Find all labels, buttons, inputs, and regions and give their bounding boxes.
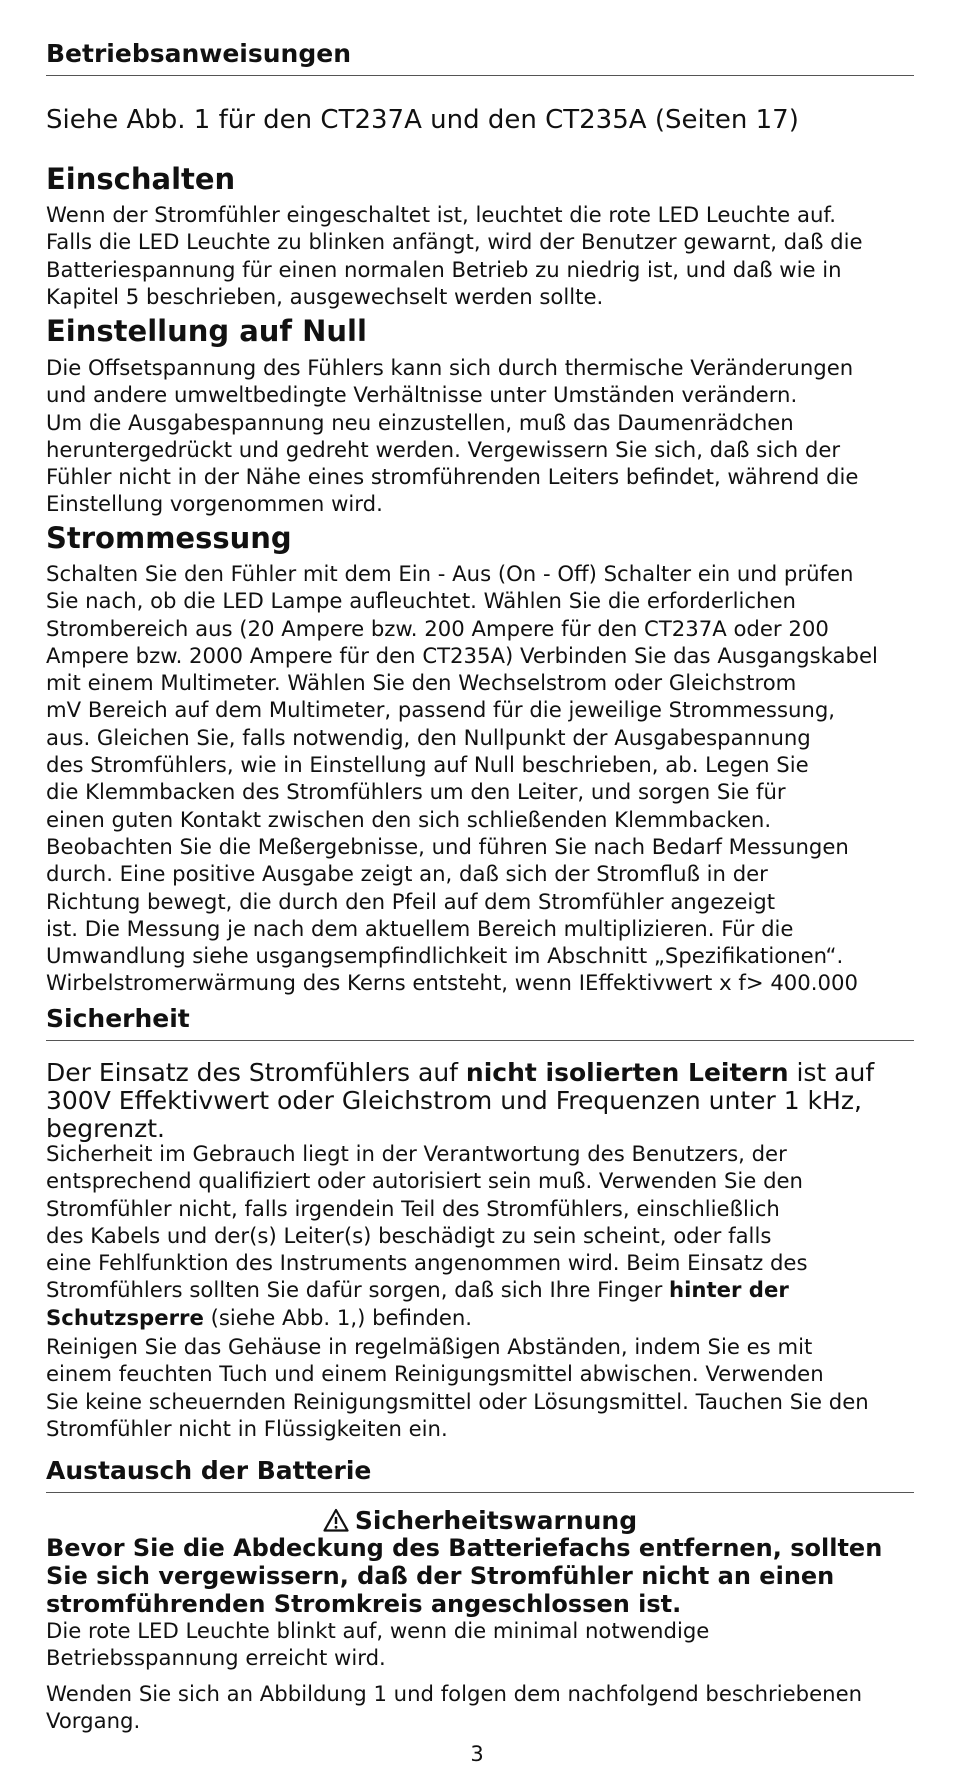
intro-line: Siehe Abb. 1 für den CT237A und den CT235A (Seiten 17) [46,105,799,135]
paragraph-text-end: (siehe Abb. 1,) befinden. [203,1304,473,1330]
section-title-sicherheit: Sicherheit [46,1004,914,1041]
paragraph-einstellung-auf-null: Die Offsetspannung des Fühlers kann sich durch thermische Veränderungen und andere umweltbedingte Verhältnisse unter Umständen verändern. Um die Ausgabespannung neu einzustellen, muß das Daumenrädchen heruntergedrückt und gedreht werden. Vergewissern Sie sich, daß sich der Fühler nicht in der Nähe eines stromführenden Leiters befindet, während die Einstellung vorgenommen wird. [46,355,859,517]
paragraph-strommessung: Schalten Sie den Fühler mit dem Ein - Aus (On - Off) Schalter ein und prüfen Sie nach, ob die LED Lampe aufleuchtet. Wählen Sie die erforderlichen Strombereich aus (20 Ampere bzw. 200 Ampere für den CT237A oder 200 Ampere bzw. 2000 Ampere für den CT235A) Verbinden Sie das Ausgangskabel mit einem Multimeter. Wählen Sie den Wechselstrom oder Gleichstrom mV Bereich auf dem Multimeter, passend für die jeweilige Strommessung, aus. Gleichen Sie, falls notwendig, den Nullpunkt der Ausgabespannung des Stromfühlers, wie in Einstellung auf Null beschrieben, ab. Legen Sie die Klemmbacken des Stromfühlers um den Leiter, und sorgen Sie für einen guten Kontakt zwischen den sich schließenden Klemmbacken. Beobachten Sie die Meßergebnisse, und führen Sie nach Bedarf Messungen durch. Eine positive Ausgabe zeigt an, daß sich der Stromfluß in der Richtung bewegt, die durch den Pfeil auf dem Stromfühler angezeigt ist. Die Messung je nach dem aktuellem Bereich multiplizieren. Für die Umwandlung siehe usgangsempfindlichkeit im Abschnitt „Spezifikationen“. Wirbelstromerwärmung des Kerns entsteht, wenn IEffektivwert x f> 400.000 [46,561,878,996]
lead-text-end: ist auf 300V Effektivwert oder Gleichstrom und Frequenzen unter 1 kHz, begrenzt. [46,1058,875,1143]
paragraph-einschalten: Wenn der Stromfühler eingeschaltet ist, leuchtet die rote LED Leuchte auf. Falls die LED Leuchte zu blinken anfängt, wird der Benutzer gewarnt, daß die Batteriespannung für einen normalen Betrieb zu niedrig ist, und daß wie in Kapitel 5 beschrieben, ausgewechselt werden sollte. [46,202,863,309]
section-title-austausch-der-batterie: Austausch der Batterie [46,1456,914,1493]
lead-text-start: Der Einsatz des Stromfühlers auf [46,1058,466,1087]
warning-icon [323,1508,349,1532]
section-title-betriebsanweisungen: Betriebsanweisungen [46,39,914,76]
heading-einschalten: Einschalten [46,162,236,196]
heading-strommessung: Strommessung [46,521,292,555]
lead-emphasis: nicht isolierten Leitern [465,1058,789,1087]
paragraph-sicherheit-1 [46,1140,914,1331]
paragraph-sicherheit-2: Reinigen Sie das Gehäuse in regelmäßigen Abständen, indem Sie es mit einem feuchten Tuch und einem Reinigungsmittel abwischen. Verwenden Sie keine scheuernden Reinigungsmittel oder Lösungsmittel. Tauchen Sie den Stromfühler nicht in Flüssigkeiten ein. [46,1334,869,1441]
paragraph-emphasis: hinter der Schutzsperre [46,1277,789,1330]
page-number: 3 [470,1742,484,1766]
paragraph-text-start: Sicherheit im Gebrauch liegt in der Verantwortung des Benutzers, der entsprechend qualifiziert oder autorisiert sein muß. Verwenden Sie den Stromfühler nicht, falls irgendein Teil des Stromfühlers, einschließlich des Kabels und der(s) Leiter(s) beschädigt zu sein scheint, oder falls eine Fehlfunktion des Instruments angenommen wird. Beim Einsatz des Stromfühlers sollten Sie dafür sorgen, daß sich Ihre Finger [46,1141,808,1303]
paragraph-sicherheit-lead [46,1059,914,1143]
paragraph-batterie-1: Die rote LED Leuchte blinkt auf, wenn die minimal notwendige Betriebsspannung erreicht wird. [46,1618,710,1671]
heading-einstellung-auf-null: Einstellung auf Null [46,314,367,348]
warning-title-text: Sicherheitswarnung [354,1506,638,1535]
warning-title [46,1506,914,1536]
warning-text: Bevor Sie die Abdeckung des Batteriefachs entfernen, sollten Sie sich vergewissern, daß der Stromfühler nicht an einen stromführenden Stromkreis angeschlossen ist. [46,1534,883,1618]
paragraph-batterie-2: Wenden Sie sich an Abbildung 1 und folgen dem nachfolgend beschriebenen Vorgang. [46,1681,863,1734]
